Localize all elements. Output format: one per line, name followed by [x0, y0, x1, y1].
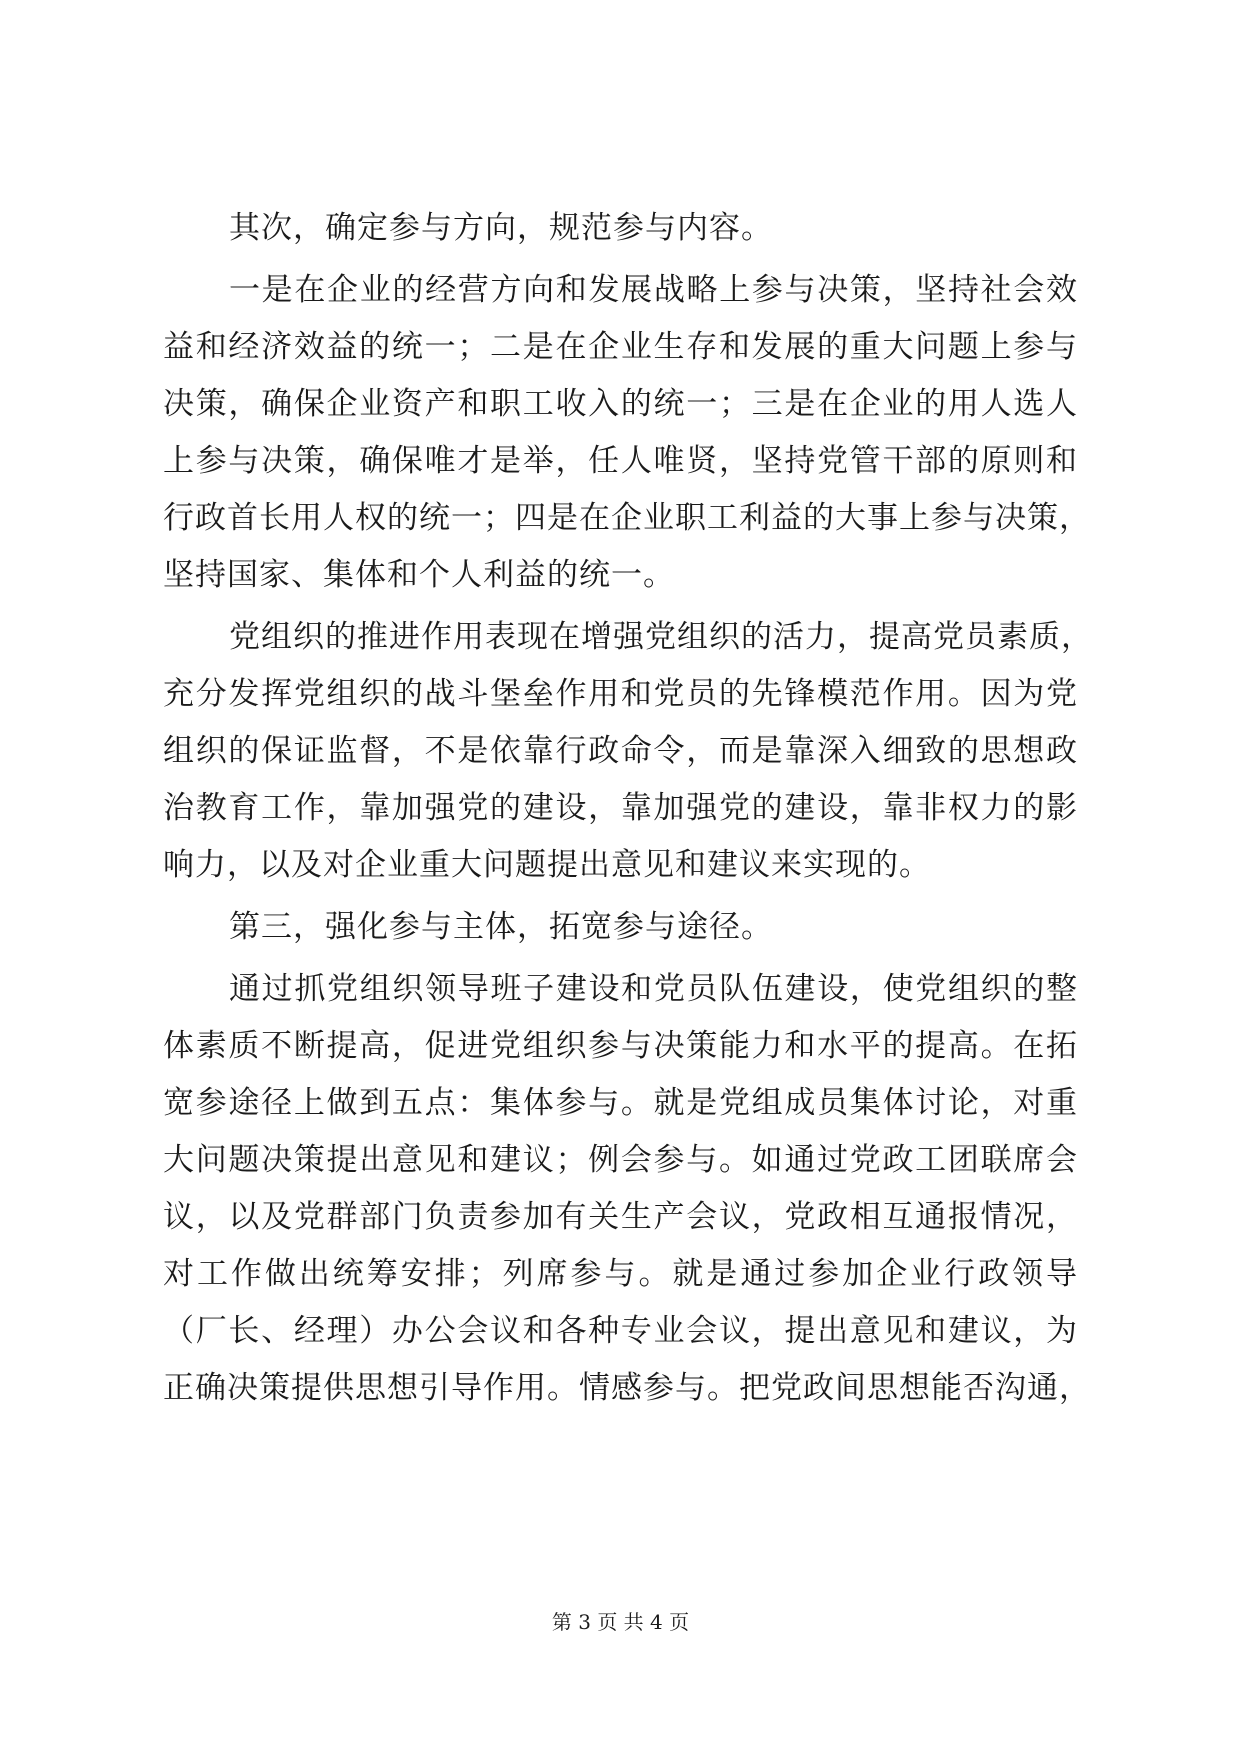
paragraph-3-line-2: 充分发挥党组织的战斗堡垒作用和党员的先锋模范作用。因为党: [163, 676, 1078, 712]
page-number-footer: 第 3 页 共 4 页: [551, 1610, 690, 1634]
paragraph-2-line-3: 决策，确保企业资产和职工收入的统一；三是在企业的用人选人: [163, 386, 1078, 422]
paragraph-5-line-3: 宽参途径上做到五点：集体参与。就是党组成员集体讨论，对重: [163, 1085, 1078, 1121]
paragraph-5-line-8: 正确决策提供思想引导作用。情感参与。把党政间思想能否沟通，: [163, 1370, 1091, 1406]
paragraph-4-line-1: 第三，强化参与主体，拓宽参与途径。: [229, 909, 773, 945]
paragraph-5-line-5: 议，以及党群部门负责参加有关生产会议，党政相互通报情况，: [163, 1199, 1078, 1235]
paragraph-5-line-6: 对工作做出统筹安排；列席参与。就是通过参加企业行政领导: [163, 1256, 1078, 1292]
paragraph-5-line-2: 体素质不断提高，促进党组织参与决策能力和水平的提高。在拓: [163, 1028, 1078, 1064]
paragraph-5-line-7: （厂长、经理）办公会议和各种专业会议，提出意见和建议，为: [163, 1313, 1078, 1349]
paragraph-5-line-4: 大问题决策提出意见和建议；例会参与。如通过党政工团联席会: [163, 1142, 1078, 1178]
paragraph-2-line-5: 行政首长用人权的统一；四是在企业职工利益的大事上参与决策，: [163, 500, 1091, 536]
document-body: [163, 200, 1093, 1417]
paragraph-2-line-2: 益和经济效益的统一；二是在企业生存和发展的重大问题上参与: [163, 329, 1078, 365]
paragraph-3-line-5: 响力，以及对企业重大问题提出意见和建议来实现的。: [163, 847, 931, 883]
paragraph-3-line-3: 组织的保证监督，不是依靠行政命令，而是靠深入细致的思想政: [163, 733, 1078, 769]
paragraph-2-line-6: 坚持国家、集体和个人利益的统一。: [163, 557, 675, 593]
paragraph-3-line-1: 党组织的推进作用表现在增强党组织的活力，提高党员素质，: [229, 619, 1093, 655]
paragraph-2-line-4: 上参与决策，确保唯才是举，任人唯贤，坚持党管干部的原则和: [163, 443, 1078, 479]
paragraph-3-line-4: 治教育工作，靠加强党的建设，靠加强党的建设，靠非权力的影: [163, 790, 1078, 826]
paragraph-5-line-1: 通过抓党组织领导班子建设和党员队伍建设，使党组织的整: [229, 971, 1078, 1007]
paragraph-2-line-1: 一是在企业的经营方向和发展战略上参与决策，坚持社会效: [229, 272, 1078, 308]
paragraph-1-line-1: 其次，确定参与方向，规范参与内容。: [229, 210, 773, 246]
